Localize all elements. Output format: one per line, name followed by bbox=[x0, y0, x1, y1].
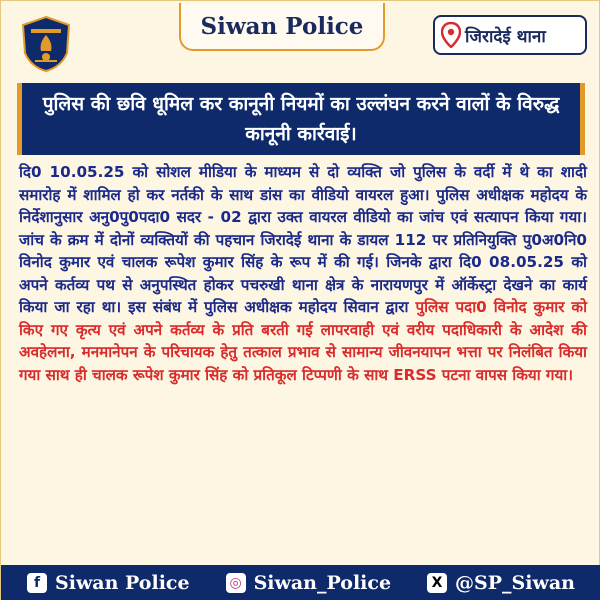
instagram-handle: Siwan_Police bbox=[253, 572, 392, 594]
facebook-icon: f bbox=[27, 573, 47, 593]
instagram-icon: ◎ bbox=[226, 573, 246, 593]
twitter-link[interactable] bbox=[427, 572, 575, 594]
facebook-link[interactable] bbox=[27, 572, 190, 594]
station-badge bbox=[433, 15, 587, 55]
bihar-police-logo bbox=[21, 15, 71, 73]
body-text bbox=[19, 161, 587, 386]
facebook-handle: Siwan Police bbox=[55, 572, 190, 594]
twitter-handle: @SP_Siwan bbox=[455, 572, 575, 594]
body-text-blue: दि0 10.05.25 को सोशल मीडिया के माध्यम से दो व्यक्ति जो पुलिस के वर्दी में थे का शादी समारोह में शामिल हो कर नर्तकी के साथ डांस का वीडियो वायरल हुआ। पुलिस अधीक्षक महोदय के निर्देशानुसार अनु0पु0पदा0 सदर - 02 द्वारा उक्त वायरल वीडियो का जांच एवं सत्यापन किया गया। जांच के क्रम में दोनों व्यक्तियों की पहचान जिरादेई थाना के डायल 112 पर प्रतिनियुक्ति पु0अ0नि0 विनोद कुमार एवं चालक रूपेश कुमार सिंह के रूप में की गई। जिनके द्वारा दि0 08.05.25 को अपने कर्तव्य पथ से अनुपस्थित होकर पचरुखी थाना क्षेत्र के नारायणपुर में ऑर्केस्ट्रा देखने का कार्य किया जा रहा था। इस संबंध में पुलिस अधीक्षक महोदय सिवान द्वारा bbox=[19, 163, 587, 316]
headline: पुलिस की छवि धूमिल कर कानूनी नियमों का उल्लंघन करने वालों के विरुद्ध कानूनी कार्रवाई। bbox=[17, 83, 585, 155]
location-pin-icon bbox=[441, 22, 461, 48]
page-title: Siwan Police bbox=[179, 3, 385, 51]
instagram-link[interactable] bbox=[226, 572, 391, 594]
x-icon: X bbox=[427, 573, 447, 593]
body-text-red: पुलिस पदा0 विनोद कुमार को किए गए कृत्य एवं अपने कर्तव्य के प्रति बरती गई लापरवाही एवं वरीय पदाधिकारी के आदेश की अवहेलना, मनमानेपन के परिचायक हेतु तत्काल प्रभाव से सामान्य जीवनयापन भत्ता पर निलंबित किया गया साथ ही चालक रूपेश कुमार सिंह को प्रतिकूल टिप्पणी के साथ ERSS पटना वापस किया गया। bbox=[19, 298, 588, 384]
station-name: जिरादेई थाना bbox=[465, 26, 546, 47]
footer bbox=[1, 565, 600, 600]
